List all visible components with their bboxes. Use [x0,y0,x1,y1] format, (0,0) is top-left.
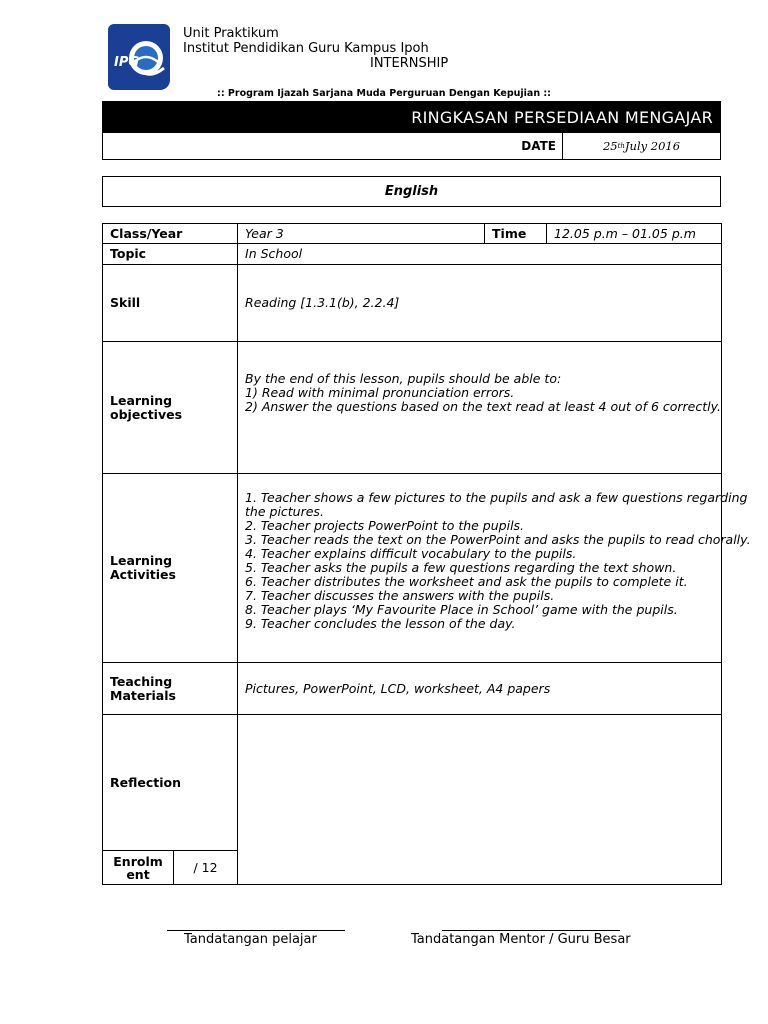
table-row [103,265,722,342]
mentor-signature-line [442,930,620,931]
document-title-banner [102,101,721,133]
topic-value: In School [238,244,722,265]
list-item: 2. Teacher projects PowerPoint to the pupils. [245,518,525,533]
class-year-label: Class/Year [103,224,238,244]
reflection-value [238,715,722,885]
date-value: 25 th July 2016 [602,139,681,153]
date-row [102,133,721,160]
svg-text:IPG: IPG [114,55,140,70]
subject-name: English [384,184,439,199]
lesson-plan-table [102,223,751,885]
mentor-signature-label: Tandatangan Mentor / Guru Besar [411,932,631,947]
list-item: 1) Read with minimal pronunciation errors. [245,385,515,400]
list-item: 4. Teacher explains difficult vocabulary to the pupils. [245,546,577,561]
list-item: 6. Teacher distributes the worksheet and ask the pupils to complete it. [245,574,688,589]
materials-label: Teaching Materials [103,663,238,715]
time-label: Time [485,224,547,244]
table-row [103,342,722,474]
list-item: 8. Teacher plays ‘My Favourite Place in School’ game with the pupils. [245,602,678,617]
enrolment-value: / 12 [174,851,238,885]
reflection-label: Reflection [103,715,238,851]
list-item: 9. Teacher concludes the lesson of the day. [245,616,516,631]
activities-label: Learning Activities [103,474,238,663]
institute-name: Institut Pendidikan Guru Kampus Ipoh [183,41,429,56]
table-row [103,244,722,265]
topic-label: Topic [103,244,238,265]
objectives-value [238,342,722,474]
unit-name: Unit Praktikum [183,26,279,41]
skill-label: Skill [103,265,238,342]
subject-box [102,176,721,207]
objectives-label: Learning objectives [103,342,238,474]
table-row [103,474,722,663]
materials-value: Pictures, PowerPoint, LCD, worksheet, A4 papers [238,663,722,715]
list-item: 3. Teacher reads the text on the PowerPoint and asks the pupils to read chorally. [245,532,751,547]
document-title: RINGKASAN PERSEDIAAN MENGAJAR [411,107,713,127]
skill-value: Reading [1.3.1(b), 2.2.4] [238,265,722,342]
ipg-logo [106,22,172,92]
student-signature-label: Tandatangan pelajar [184,932,317,947]
date-label: DATE [503,133,563,159]
program-name: :: Program Ijazah Sarjana Muda Perguruan Dengan Kepujian :: [217,88,551,99]
table-row [103,715,722,851]
list-item: By the end of this lesson, pupils should be able to: [245,371,562,386]
list-item: 7. Teacher discusses the answers with the pupils. [245,588,555,603]
student-signature-line [167,930,345,931]
internship-label: INTERNSHIP [370,56,449,71]
table-row [103,663,722,715]
class-year-value: Year 3 [238,224,485,244]
list-item: 1. Teacher shows a few pictures to the pupils and ask a few questions regarding [245,490,748,505]
activities-value [238,474,751,663]
time-value: 12.05 p.m – 01.05 p.m [547,224,722,244]
enrolment-label: Enrolm ent [103,851,174,885]
table-row [103,224,722,244]
list-item: the pictures. [245,504,324,519]
list-item: 2) Answer the questions based on the text read at least 4 out of 6 correctly. [245,399,722,414]
list-item: 5. Teacher asks the pupils a few questions regarding the text shown. [245,560,677,575]
